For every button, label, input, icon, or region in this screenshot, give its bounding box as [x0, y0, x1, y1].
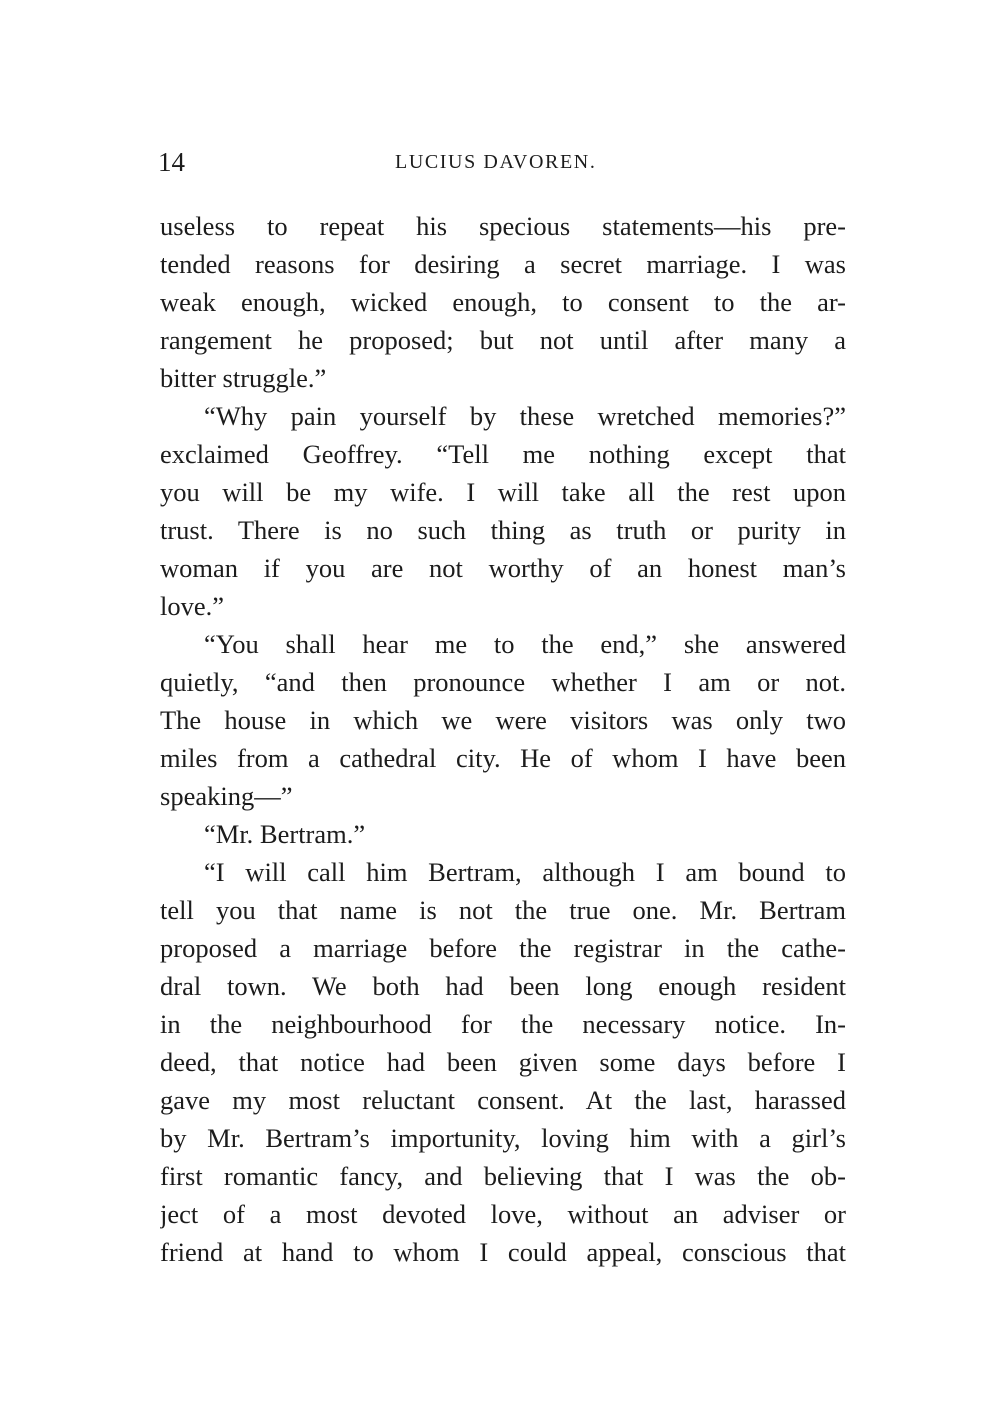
text-line: tended reasons for desiring a secret marriage. I was [160, 249, 846, 279]
text-line: friend at hand to whom I could appeal, conscious that [160, 1237, 846, 1267]
page-number: 14 [158, 147, 185, 177]
text-line: bitter struggle.” [160, 363, 327, 393]
text-line: The house in which we were visitors was only two [160, 705, 846, 735]
text-line: miles from a cathedral city. He of whom I have been [160, 743, 846, 773]
text-line: quietly, “and then pronounce whether I am or not. [160, 667, 846, 697]
text-line: speaking—” [160, 781, 293, 811]
text-line: first romantic fancy, and believing that I was the ob- [160, 1161, 846, 1191]
text-line: weak enough, wicked enough, to consent to the ar- [160, 287, 846, 317]
text-line: in the neighbourhood for the necessary notice. In- [160, 1009, 846, 1039]
running-title: LUCIUS DAVOREN. [395, 151, 597, 173]
text-line: you will be my wife. I will take all the rest upon [160, 477, 846, 507]
text-line: woman if you are not worthy of an honest man’s [160, 553, 846, 583]
text-line: trust. There is no such thing as truth or purity in [160, 515, 846, 545]
text-line: by Mr. Bertram’s importunity, loving him with a girl’s [160, 1123, 846, 1153]
text-line: “Why pain yourself by these wretched memories?” [204, 401, 846, 431]
text-line: “Mr. Bertram.” [204, 819, 366, 849]
text-line: tell you that name is not the true one. Mr. Bertram [160, 895, 846, 925]
text-line: “I will call him Bertram, although I am bound to [204, 857, 846, 887]
text-line: rangement he proposed; but not until after many a [160, 325, 846, 355]
text-line: dral town. We both had been long enough resident [160, 971, 846, 1001]
text-line: proposed a marriage before the registrar in the cathe- [160, 933, 846, 963]
text-line: ject of a most devoted love, without an adviser or [160, 1199, 846, 1229]
text-line: love.” [160, 591, 225, 621]
text-line: exclaimed Geoffrey. “Tell me nothing except that [160, 439, 846, 469]
text-line: gave my most reluctant consent. At the last, harassed [160, 1085, 846, 1115]
body-text [160, 207, 846, 1271]
text-line: useless to repeat his specious statements—his pre- [160, 211, 846, 241]
text-line: “You shall hear me to the end,” she answered [204, 629, 846, 659]
text-line: deed, that notice had been given some days before I [160, 1047, 846, 1077]
